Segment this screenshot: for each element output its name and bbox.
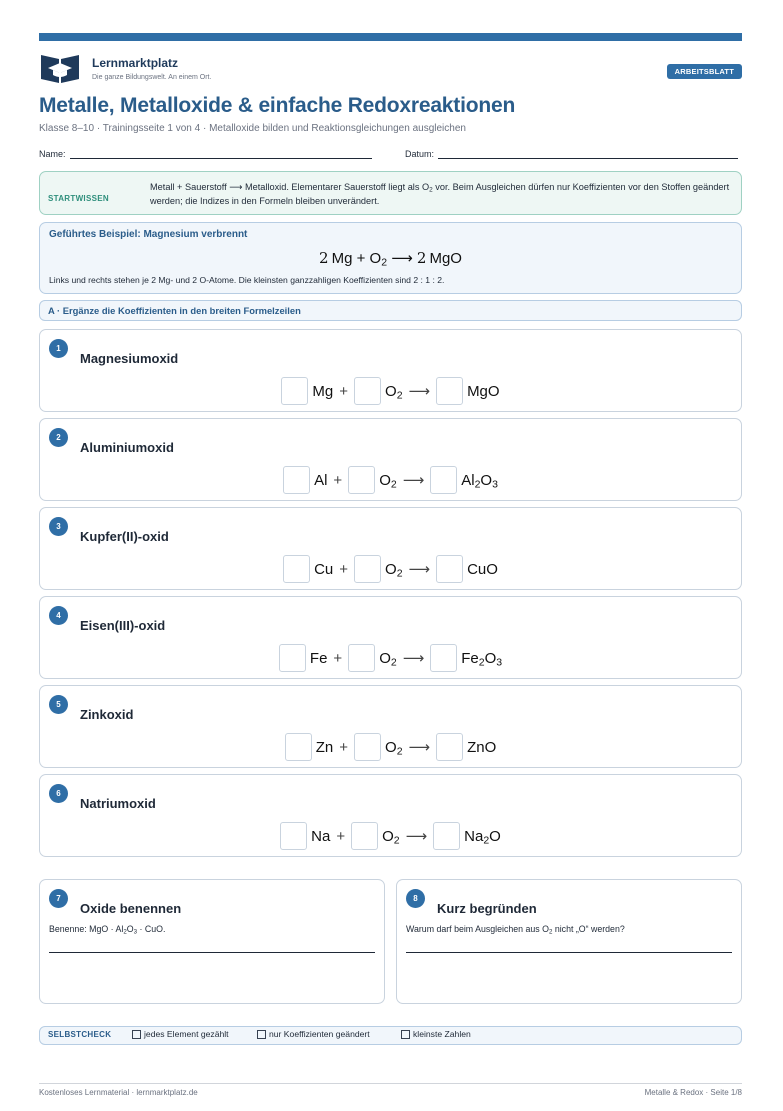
coefficient-input[interactable] xyxy=(279,644,306,672)
checkbox[interactable] xyxy=(257,1030,266,1039)
task-title: Natriumoxid xyxy=(80,796,156,811)
selbstcheck-label: SELBSTCHECK xyxy=(48,1030,112,1039)
check-item[interactable]: nur Koeffizienten geändert xyxy=(257,1029,370,1039)
coefficient-input[interactable] xyxy=(283,466,310,494)
plus-sign: + xyxy=(339,382,349,400)
reaction-equation xyxy=(40,822,741,850)
product-formula: MgO xyxy=(467,382,500,400)
task-number-badge: 3 xyxy=(49,517,68,536)
selbstcheck-bar xyxy=(39,1026,742,1045)
coefficient-input[interactable] xyxy=(285,733,312,761)
task-3-card xyxy=(39,507,742,590)
coefficient-input[interactable] xyxy=(354,733,381,761)
coefficient-input[interactable] xyxy=(283,555,310,583)
coefficient-input[interactable] xyxy=(436,377,463,405)
check-item[interactable]: kleinste Zahlen xyxy=(401,1029,471,1039)
coefficient-input[interactable] xyxy=(348,466,375,494)
reaction-arrow: ⟶ xyxy=(402,472,425,489)
name-field[interactable] xyxy=(39,148,372,159)
coefficient-input[interactable] xyxy=(430,466,457,494)
reaction-arrow: ⟶ xyxy=(408,739,431,756)
date-label: Datum: xyxy=(405,149,435,159)
coefficient-input[interactable] xyxy=(280,822,307,850)
plus-sign: + xyxy=(333,649,343,667)
task-title: Eisen(III)-oxid xyxy=(80,618,166,633)
reaction-arrow: ⟶ xyxy=(402,650,425,667)
product-formula: ZnO xyxy=(467,738,497,756)
task-8-card xyxy=(396,879,742,1004)
task-number-badge: 4 xyxy=(49,606,68,625)
reaction-equation xyxy=(40,555,741,583)
footer-divider xyxy=(39,1083,742,1084)
oxygen-formula: $O_2$ xyxy=(385,382,403,402)
reaction-arrow: ⟶ xyxy=(405,828,428,845)
task-title: Zinkoxid xyxy=(80,707,134,722)
task-number-badge: 6 xyxy=(49,784,68,803)
task-7-title: Oxide benennen xyxy=(80,901,182,916)
example-note: Links und rechts stehen je 2 Mg- und 2 O-Atome. Die kleinsten ganzzahligen Koeffizienten sind 2 : 1 : 2. xyxy=(49,275,445,285)
task-6-card xyxy=(39,774,742,857)
startwissen-box xyxy=(39,171,742,215)
task-title: Magnesiumoxid xyxy=(80,351,179,366)
metal-formula: Cu xyxy=(314,560,334,578)
metal-formula: Fe xyxy=(309,649,328,667)
task-5-card xyxy=(39,685,742,768)
task-2-card xyxy=(39,418,742,501)
name-line[interactable] xyxy=(70,148,372,159)
guided-example xyxy=(39,222,742,294)
task-7-prompt: Benenne: MgO · $Al_2O_3$ · CuO. xyxy=(49,924,166,936)
example-heading: Geführtes Beispiel: Magnesium verbrennt xyxy=(49,229,248,240)
task-7-answer-line[interactable] xyxy=(49,952,375,953)
product-formula: $Fe_2O_3$ xyxy=(461,649,503,669)
date-line[interactable] xyxy=(438,148,738,159)
plus-sign: + xyxy=(336,827,346,845)
reaction-equation xyxy=(40,733,741,761)
reaction-equation xyxy=(40,644,741,672)
oxygen-formula: $O_2$ xyxy=(379,649,397,669)
coefficient-input[interactable] xyxy=(436,555,463,583)
startwissen-text: Metall + Sauerstoff ⟶ Metalloxid. Elementarer Sauerstoff liegt als $O_2$ vor. Beim Ausgleichen dürfen nur Koeffizienten vor den Stoffen geändert werden; die Indizes in den Formeln bleiben unverändert. xyxy=(150,182,730,206)
coefficient-input[interactable] xyxy=(354,377,381,405)
graduation-cap-icon xyxy=(39,51,81,85)
coefficient-input[interactable] xyxy=(354,555,381,583)
task-1-card xyxy=(39,329,742,412)
task-number-badge: 1 xyxy=(49,339,68,358)
coefficient-input[interactable] xyxy=(281,377,308,405)
task-title: Kupfer(II)-oxid xyxy=(80,529,169,544)
metal-formula: Al xyxy=(314,471,328,489)
product-formula: $Al_2O_3$ xyxy=(461,471,498,491)
brand-name: Lernmarktplatz xyxy=(92,55,179,70)
section-a-header xyxy=(39,300,742,321)
check-item[interactable]: jedes Element gezählt xyxy=(132,1029,229,1039)
reaction-arrow: ⟶ xyxy=(408,383,431,400)
date-field[interactable] xyxy=(405,148,738,159)
coefficient-input[interactable] xyxy=(351,822,378,850)
task-4-card xyxy=(39,596,742,679)
reaction-equation xyxy=(40,377,741,405)
coefficient-input[interactable] xyxy=(433,822,460,850)
plus-sign: + xyxy=(333,471,343,489)
task-8-prompt: Warum darf beim Ausgleichen aus $O_2$ nicht „O“ werden? xyxy=(406,924,625,936)
oxygen-formula: $O_2$ xyxy=(385,560,403,580)
footer-right: Metalle & Redox · Seite 1/8 xyxy=(644,1088,742,1097)
plus-sign: + xyxy=(339,738,349,756)
reaction-equation xyxy=(40,466,741,494)
startwissen-label: STARTWISSEN xyxy=(48,194,109,203)
checkbox[interactable] xyxy=(401,1030,410,1039)
checkbox[interactable] xyxy=(132,1030,141,1039)
top-accent-bar xyxy=(39,33,742,41)
reaction-arrow: ⟶ xyxy=(408,561,431,578)
section-a-title: A · Ergänze die Koeffizienten in den breiten Formelzeilen xyxy=(48,305,301,316)
task-8-title: Kurz begründen xyxy=(437,901,537,916)
task-number-badge: 7 xyxy=(49,889,68,908)
oxygen-formula: $O_2$ xyxy=(379,471,397,491)
brand xyxy=(39,50,211,86)
coefficient-input[interactable] xyxy=(348,644,375,672)
product-formula: CuO xyxy=(467,560,498,578)
task-7-card xyxy=(39,879,385,1004)
plus-sign: + xyxy=(339,560,349,578)
task-number-badge: 5 xyxy=(49,695,68,714)
task-title: Aluminiumoxid xyxy=(80,440,174,455)
brand-tagline: Die ganze Bildungswelt. An einem Ort. xyxy=(92,73,212,81)
task-number-badge: 8 xyxy=(406,889,425,908)
footer-left: Kostenloses Lernmaterial · lernmarktplatz.de xyxy=(39,1088,198,1097)
page-subtitle: Klasse 8–10 · Trainingsseite 1 von 4 · Metalloxide bilden und Reaktionsgleichungen ausgleichen xyxy=(39,123,466,134)
page-title: Metalle, Metalloxide & einfache Redoxreaktionen xyxy=(39,94,516,117)
oxygen-formula: $O_2$ xyxy=(382,827,400,847)
coefficient-input[interactable] xyxy=(436,733,463,761)
task-number-badge: 2 xyxy=(49,428,68,447)
coefficient-input[interactable] xyxy=(430,644,457,672)
oxygen-formula: $O_2$ xyxy=(385,738,403,758)
metal-formula: Zn xyxy=(315,738,334,756)
worksheet-badge: ARBEITSBLATT xyxy=(667,64,742,79)
metal-formula: Mg xyxy=(312,382,334,400)
example-equation: 2 $Mg + O_2$ ⟶ 2 MgO xyxy=(319,249,462,269)
metal-formula: Na xyxy=(311,827,331,845)
task-8-answer-line[interactable] xyxy=(406,952,732,953)
product-formula: $Na_2O$ xyxy=(464,827,501,847)
name-label: Name: xyxy=(39,149,66,159)
